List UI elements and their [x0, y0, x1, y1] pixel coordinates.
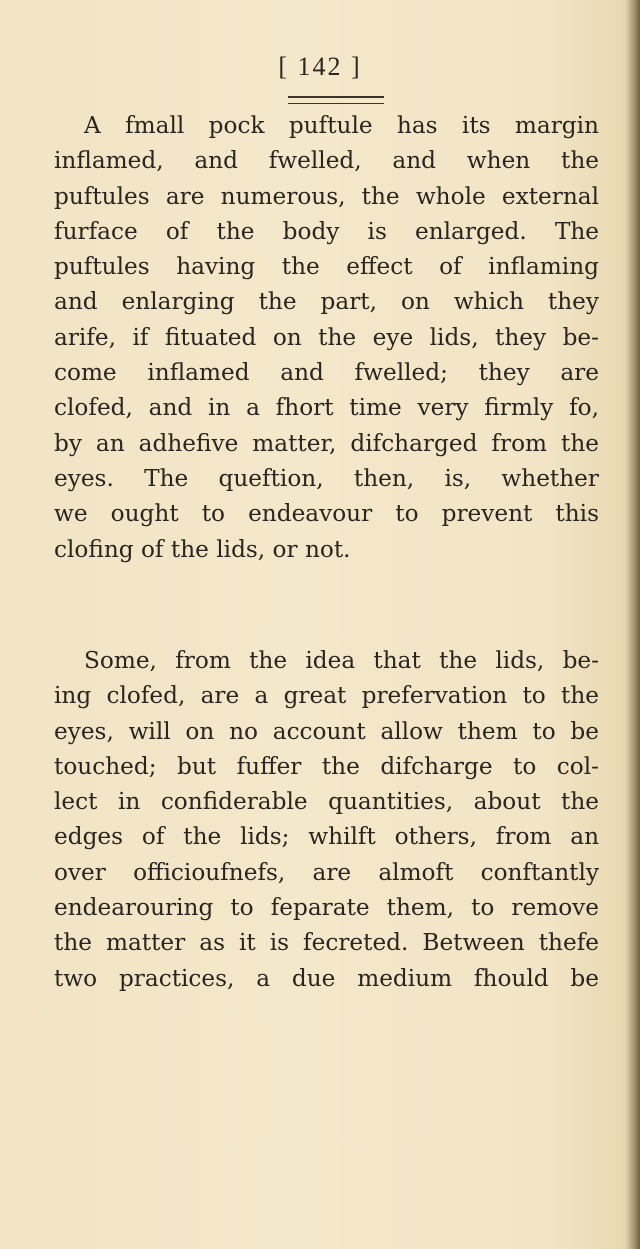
page-number-header: [ 142 ] [278, 52, 362, 81]
text-line: and enlarging the part, on which they [54, 288, 599, 316]
text-line: the matter as it is fecreted. Between thefe [54, 929, 599, 957]
header-rule [288, 96, 384, 104]
text-line: inflamed, and fwelled, and when the [54, 147, 599, 175]
text-line: clofed, and in a fhort time very firmly fo, [54, 394, 599, 422]
text-line: A fmall pock puftule has its margin [84, 112, 599, 139]
text-line: furface of the body is enlarged. The [54, 217, 599, 245]
text-line: two practices, a due medium fhould be [54, 964, 599, 992]
page-edge-shadow [626, 0, 640, 1249]
text-line: endearouring to feparate them, to remove [54, 894, 599, 922]
text-line: puftules having the effect of inflaming [54, 253, 599, 281]
text-line: puftules are numerous, the whole external [54, 182, 599, 210]
paragraph-2 [54, 643, 599, 996]
text-line: over officioufnefs, are almoft conftantly [54, 858, 599, 886]
text-line: ing clofed, are a great prefervation to the [54, 682, 599, 710]
text-line: eyes, will on no account allow them to be [54, 717, 599, 745]
text-line: come inflamed and fwelled; they are [54, 359, 599, 387]
text-line: edges of the lids; whilft others, from an [54, 823, 599, 851]
text-line: touched; but fuffer the difcharge to col- [54, 752, 599, 780]
text-line: lect in confiderable quantities, about the [54, 788, 599, 816]
text-line: by an adhefive matter, difcharged from the [54, 429, 599, 457]
text-line: arife, if fituated on the eye lids, they be- [54, 323, 599, 351]
text-line: Some, from the idea that the lids, be- [84, 647, 599, 674]
paragraph-1 [54, 108, 599, 567]
text-line: we ought to endeavour to prevent this [54, 500, 599, 528]
text-line: eyes. The queftion, then, is, whether [54, 464, 599, 492]
text-line: clofing of the lids, or not. [54, 535, 351, 563]
